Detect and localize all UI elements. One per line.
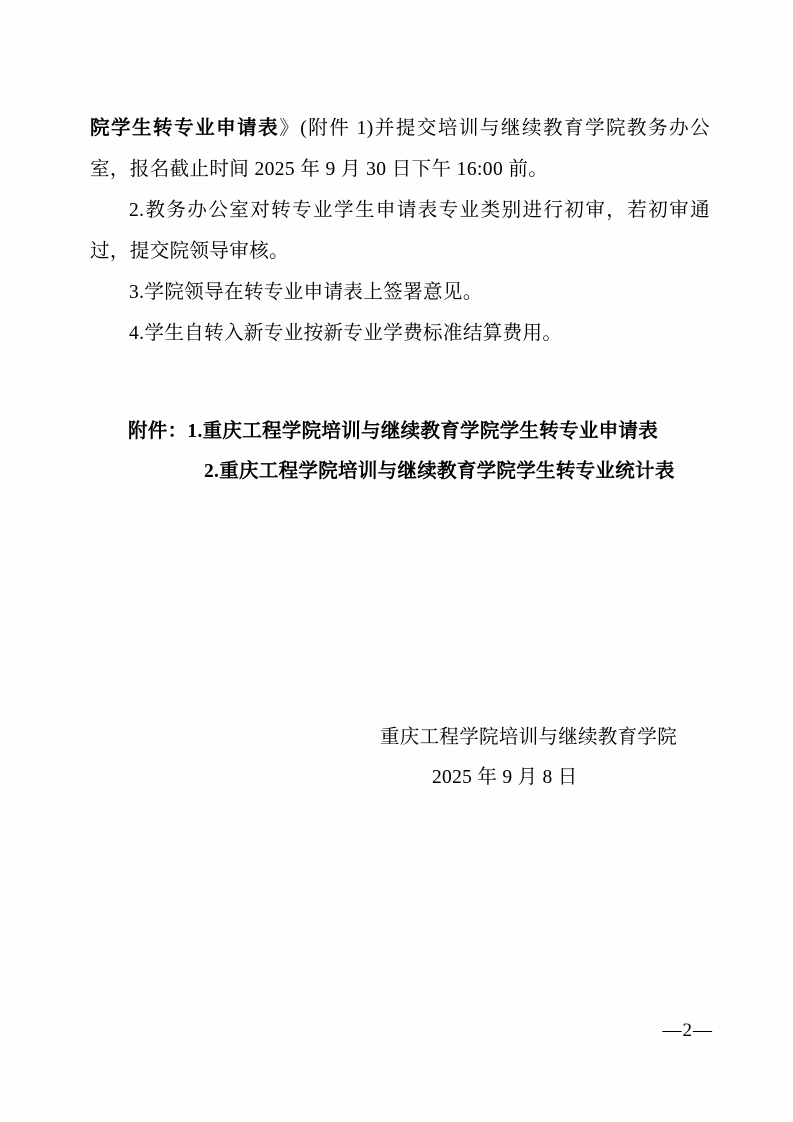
attachment-item-2: 2.重庆工程学院培训与继续教育学院学生转专业统计表 <box>204 461 675 482</box>
paragraph-item-4: 4.学生自转入新专业按新专业学费标准结算费用。 <box>129 323 563 344</box>
signature-date: 2025 年 9 月 8 日 <box>432 767 578 788</box>
paragraph-item-3: 3.学院领导在转专业申请表上签署意见。 <box>129 282 483 303</box>
signature-organization: 重庆工程学院培训与继续教育学院 <box>380 727 678 748</box>
paragraph-lead-rest: 》(附件 1)并提交培训与继续教育学院教务办公室，报名截止时间 2025 年 9 月 30 日下午 16:00 前。 <box>90 118 711 180</box>
attachment-item-1: 附件：1.重庆工程学院培训与继续教育学院学生转专业申请表 <box>128 421 659 442</box>
page-number: —2— <box>662 1020 713 1041</box>
signature-block <box>380 718 720 798</box>
paragraph-continuation <box>90 108 710 190</box>
paragraph-item-2: 2.教务办公室对转专业学生申请表专业类别进行初审，若初审通过，提交院领导审核。 <box>90 200 710 262</box>
paragraph-lead-bold: 院学生转专业申请表 <box>90 118 280 139</box>
document-body <box>90 108 710 354</box>
attachment-list <box>128 412 728 492</box>
